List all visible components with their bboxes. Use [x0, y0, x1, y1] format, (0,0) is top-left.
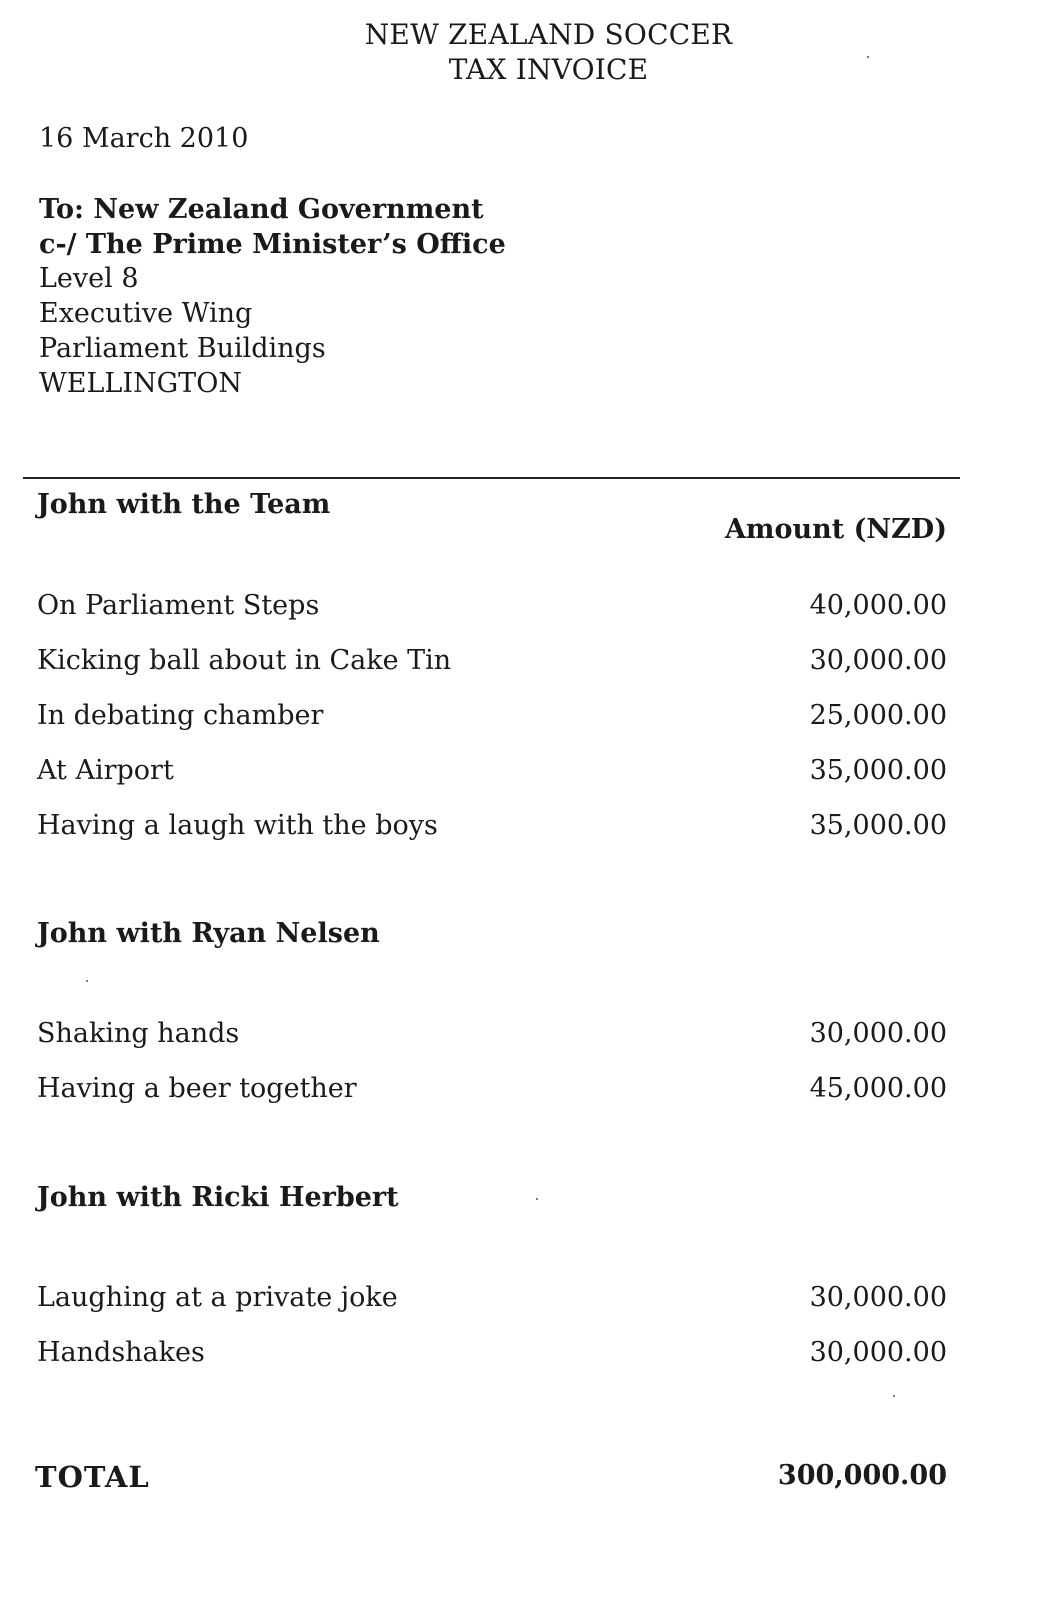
section-heading-ryan-nelsen: John with Ryan Nelsen — [37, 918, 380, 949]
document-title: TAX INVOICE — [448, 53, 649, 86]
scan-speck — [536, 1198, 538, 1200]
recipient-line-building: Parliament Buildings — [39, 332, 326, 364]
invoice-date: 16 March 2010 — [39, 123, 249, 154]
recipient-address — [39, 193, 506, 401]
line-item-label: Having a laugh with the boys — [37, 810, 438, 841]
total-amount: 300,000.00 — [777, 1460, 947, 1491]
line-item-amount: 45,000.00 — [809, 1073, 947, 1104]
line-item-label: In debating chamber — [37, 700, 324, 731]
recipient-line-city: WELLINGTON — [39, 367, 242, 399]
divider-line — [23, 477, 960, 479]
line-item-amount: 30,000.00 — [809, 1337, 947, 1368]
line-item-label: Having a beer together — [37, 1073, 357, 1104]
line-item-amount: 35,000.00 — [809, 810, 947, 841]
line-item-amount: 30,000.00 — [809, 645, 947, 676]
line-item-amount: 25,000.00 — [809, 700, 947, 731]
line-item-amount: 30,000.00 — [809, 1018, 947, 1049]
scan-speck — [86, 980, 88, 982]
line-item-label: At Airport — [37, 755, 174, 786]
line-item-amount: 30,000.00 — [809, 1282, 947, 1313]
scan-speck — [867, 56, 869, 58]
recipient-line-wing: Executive Wing — [39, 298, 253, 330]
organization-title: NEW ZEALAND SOCCER — [364, 18, 733, 51]
line-item-amount: 40,000.00 — [809, 590, 947, 621]
recipient-line-level: Level 8 — [39, 263, 139, 295]
recipient-line-office: c-/ The Prime Minister’s Office — [39, 228, 506, 260]
amount-column-header: Amount (NZD) — [724, 514, 947, 545]
section-heading-ricki-herbert: John with Ricki Herbert — [37, 1182, 399, 1213]
line-item-label: Laughing at a private joke — [37, 1282, 398, 1313]
section-heading-team: John with the Team — [37, 489, 331, 520]
recipient-line-to: To: New Zealand Government — [39, 194, 484, 225]
line-item-amount: 35,000.00 — [809, 755, 947, 786]
line-item-label: Handshakes — [37, 1337, 205, 1368]
line-item-label: Kicking ball about in Cake Tin — [37, 645, 452, 676]
line-item-label: On Parliament Steps — [37, 590, 320, 621]
scan-speck — [893, 1395, 895, 1397]
line-item-label: Shaking hands — [37, 1018, 240, 1049]
total-label: TOTAL — [35, 1460, 150, 1494]
